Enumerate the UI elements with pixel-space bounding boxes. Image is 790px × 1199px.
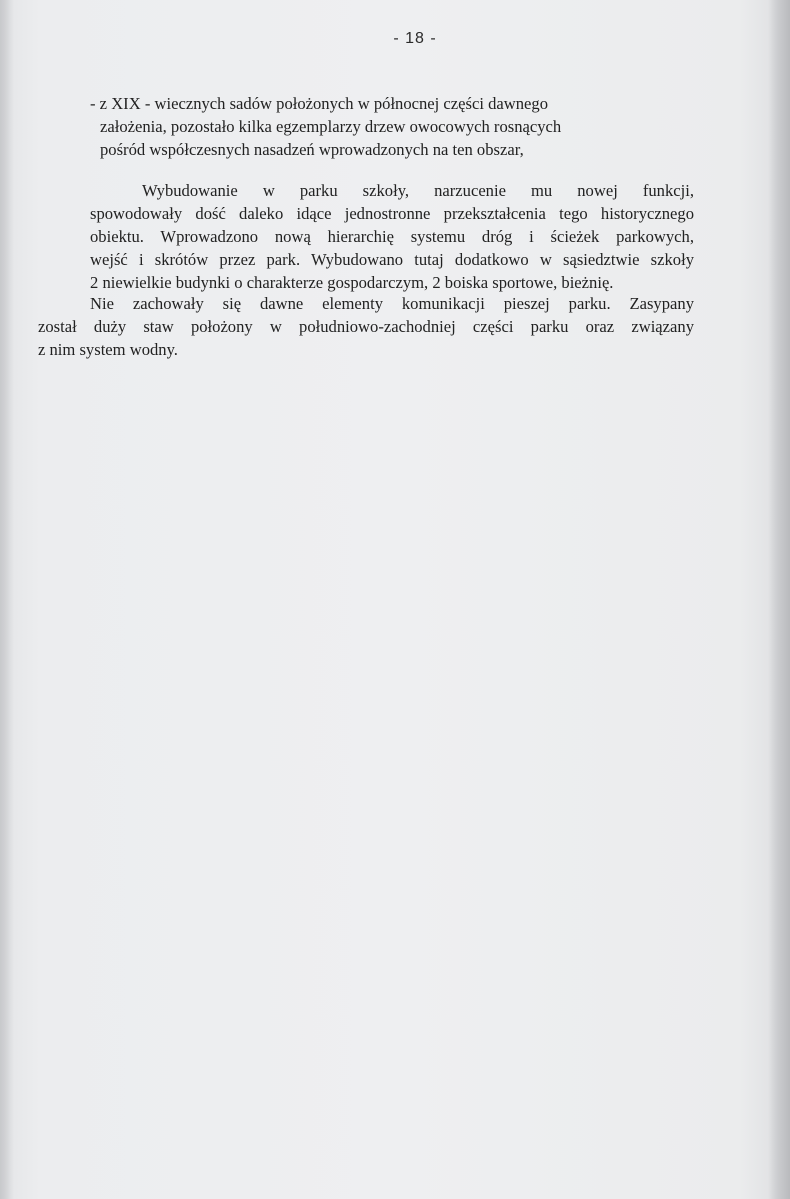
page-number: - 18 - [393,30,437,47]
paragraph-2-line-2: został duży staw położony w południowo-zachodniej części parku oraz związany [38,317,694,336]
paragraph-1-line-2: spowodowały dość daleko idące jednostronne przekształcenia tego historycznego [90,204,694,223]
paragraph-2-line-3: z nim system wodny. [38,340,178,359]
paragraph-2 [38,292,694,361]
page-right-edge [768,0,790,1199]
bullet-line-1: - z XIX - wiecznych sadów położonych w północnej części dawnego [90,94,549,113]
bullet-line-2: założenia, pozostało kilka egzemplarzy drzew owocowych rosnących [100,117,562,136]
paragraph-1-line-3: obiektu. Wprowadzono nową hierarchię systemu dróg i ścieżek parkowych, [90,227,694,246]
bullet-item [38,92,694,161]
paragraph-1 [38,179,694,294]
bullet-line-3: pośród współczesnych nasadzeń wprowadzonych na ten obszar, [100,140,524,159]
paragraph-1-line-4: wejść i skrótów przez park. Wybudowano tutaj dodatkowo w sąsiedztwie szkoły [90,250,694,269]
paragraph-1-line-1: Wybudowanie w parku szkoły, narzucenie mu nowej funkcji, [142,181,694,200]
paragraph-2-line-1: Nie zachowały się dawne elementy komunikacji pieszej parku. Zasypany [90,294,694,313]
page-left-shadow [0,0,14,1199]
paragraph-1-line-5: 2 niewielkie budynki o charakterze gospodarczym, 2 boiska sportowe, bieżnię. [90,273,614,292]
